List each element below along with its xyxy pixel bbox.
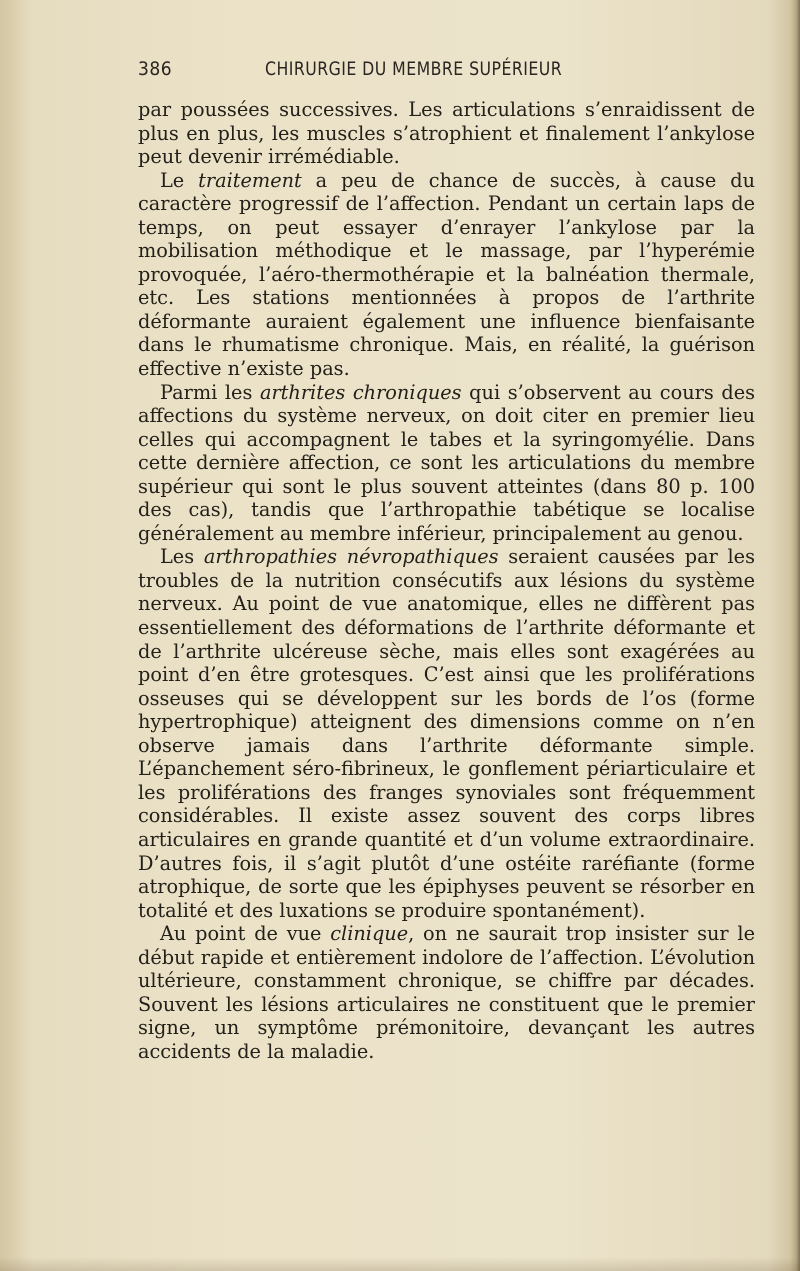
paragraph-3	[138, 381, 755, 546]
running-head: CHIRURGIE DU MEMBRE SUPÉRIEUR	[265, 58, 563, 80]
page-edge-shadow	[790, 0, 800, 1271]
paragraph-5-emphasis: clinique	[330, 922, 409, 946]
paragraph-4	[138, 545, 755, 922]
page-bottom-shade	[0, 1257, 800, 1271]
body-text	[138, 98, 755, 1063]
paragraph-2-lead: Le	[160, 168, 199, 192]
paragraph-1	[138, 98, 755, 169]
paragraph-4-lead: Les	[160, 545, 204, 569]
paragraph-4-emphasis: arthropathies névropathiques	[203, 545, 499, 569]
paragraph-3-lead: Parmi les	[160, 380, 260, 404]
paragraph-2	[138, 169, 755, 381]
paragraph-3-emphasis: arthrites chroniques	[259, 380, 462, 404]
page-number: 386	[138, 58, 173, 80]
page-header	[138, 58, 758, 88]
paragraph-5-lead: Au point de vue	[160, 922, 331, 946]
paragraph-5	[138, 922, 755, 1063]
paragraph-2-emphasis: traitement	[198, 168, 302, 192]
paragraph-2-text: a peu de chance de succès, à cause du caractère progressif de l’affection. Pendant un certain laps de temps, on peut essayer d’enrayer l’ankylose par la mobilisation méthodique et le massage, par l’hyperémie provoquée, l’aéro-thermothérapie et la balnéation thermale, etc. Les stations mentionnées à propos de l’arthrite déformante auraient également une influence bienfaisante dans le rhumatisme chronique. Mais, en réalité, la guérison effective n’existe pas.	[138, 168, 756, 381]
paragraph-3-text: qui s’observent au cours des affections du système nerveux, on doit citer en premier lieu celles qui accompagnent le tabes et la syringomyélie. Dans cette dernière affection, ce sont les articulations du membre supérieur qui sont le plus souvent atteintes (dans 80 p. 100 des cas), tandis que l’arthropathie tabétique se localise généralement au membre inférieur, principalement au genou.	[138, 380, 755, 545]
paragraph-5-text: , on ne saurait trop insister sur le début rapide et entièrement indolore de l’affection. L’évolution ultérieure, constamment chronique, se chiffre par décades. Souvent les lésions articulaires ne constituent que le premier signe, un symptôme prémonitoire, devançant les autres accidents de la maladie.	[138, 922, 755, 1063]
paragraph-4-text: seraient causées par les troubles de la nutrition consécutifs aux lésions du système nerveux. Au point de vue anatomique, elles ne diffèrent pas essentiellement des déformations de l’arthrite déformante et de l’arthrite ulcéreuse sèche, mais elles sont exagérées au point d’en être grotesques. C’est ainsi que les proliférations osseuses qui se développent sur les bords de l’os (forme hypertrophique) atteignent des dimensions comme on n’en observe jamais dans l’arthrite déformante simple. L’épanchement séro-fibrineux, le gonflement périarticulaire et les proliférations des franges synoviales sont fréquemment considérables. Il existe assez souvent des corps libres articulaires en grande quantité et d’un volume extraordinaire. D’autres fois, il s’agit plutôt d’une ostéite raréfiante (forme atrophique, de sorte que les épiphyses peuvent se résorber en totalité et des luxations se produire spontanément).	[138, 545, 755, 922]
paragraph-1-text: par poussées successives. Les articulations s’enraidissent de plus en plus, les muscles s’atrophient et finalement l’ankylose peut devenir irrémédiable.	[138, 98, 755, 169]
